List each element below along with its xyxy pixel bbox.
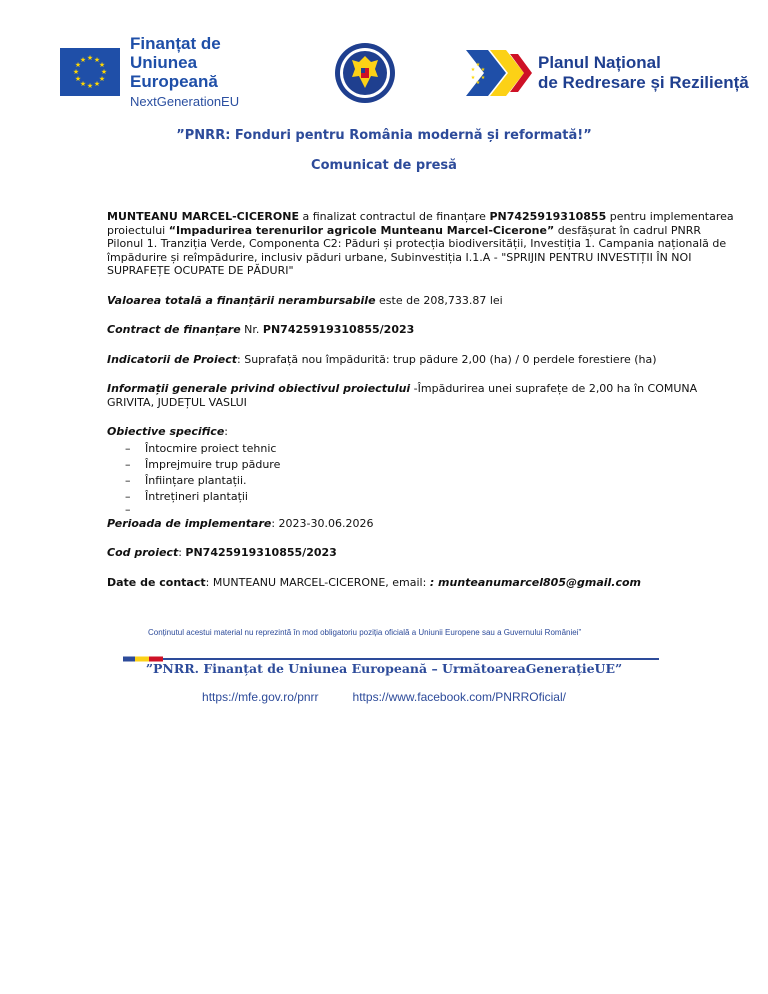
objective-text: Împrejmuire trup pădure — [145, 457, 281, 471]
contract-text: Nr. — [240, 323, 263, 336]
pnrr-logo-line2: de Redresare și Reziliență — [538, 73, 749, 92]
implementation-period — [107, 517, 737, 531]
indicators-label: Indicatorii de Proiect — [107, 352, 238, 366]
general-info-text: -Împădurirea unei suprafețe de 2,00 ha în COMUNA GRIVITA, JUDEȚUL VASLUI — [107, 382, 698, 409]
contract-number: PN7425919310855/2023 — [262, 323, 415, 336]
intro-text-2: pentru implementarea proiectului — [107, 210, 734, 237]
project-code-label: Cod proiect — [107, 546, 179, 559]
footer-slogan: ”PNRR. Finanțat de Uniunea Europeană – UrmătoareaGenerațieUE” — [145, 661, 623, 676]
contact-text: : MUNTEANU MARCEL-CICERONE, email: — [205, 575, 430, 589]
list-item: – Împrejmuire trup pădure — [125, 457, 281, 471]
objective-text: Întrețineri plantații — [145, 489, 248, 503]
svg-text:★: ★ — [470, 75, 476, 81]
svg-text:★: ★ — [72, 68, 80, 76]
facebook-link[interactable]: https://www.facebook.com/PNRROficial/ — [352, 690, 566, 704]
contract-code: PN7425919310855 — [489, 210, 607, 223]
intro-text-3: desfășurat în cadrul PNRR Pilonul 1. Tranziția Verde, Componenta C2: Păduri și protecția biodiversității, Investiția 1. Campania națională de împădurire și reîmpădurire, inclusiv păduri urbane, Subinvestiția I.1.A - "SPRIJIN PENTRU INVESTIȚII ÎN NOI SUPRAFEȚE OCUPATE DE PĂDURI" — [107, 223, 727, 277]
disclaimer-text: Conținutul acestui material nu reprezintă în mod obligatoriu poziția oficială a Uniunii Europene sau a Guvernului României” — [148, 628, 582, 637]
pnrr-mark-icon — [466, 50, 532, 96]
funding-value-text: este de 208,733.87 lei — [375, 293, 503, 307]
page-title: ”PNRR: Fonduri pentru România modernă și reformată!” — [176, 128, 592, 143]
beneficiary-name: MUNTEANU MARCEL-CICERONE — [107, 210, 299, 223]
project-code — [107, 546, 737, 560]
project-code-value: PN7425919310855/2023 — [185, 546, 337, 559]
svg-text:★: ★ — [480, 67, 486, 73]
project-name: “Impadurirea terenurilor agricole Munteanu Marcel-Cicerone” — [168, 223, 555, 237]
romanian-government-seal-icon — [334, 42, 396, 104]
svg-text:★: ★ — [74, 75, 82, 83]
svg-text:★: ★ — [475, 80, 481, 86]
svg-text:★: ★ — [480, 75, 486, 81]
svg-text:★: ★ — [475, 62, 481, 68]
objective-text: Înființare plantații. — [145, 473, 247, 487]
indicators-text: : Suprafață nou împădurită: trup pădure 2,00 (ha) / 0 perdele forestiere (ha) — [237, 352, 657, 366]
objectives-list — [107, 441, 737, 515]
intro-text-1: a finalizat contractul de finanțare — [298, 210, 490, 223]
eu-funding-logo — [60, 34, 280, 109]
project-indicators — [107, 353, 737, 367]
footer-divider — [123, 647, 659, 653]
press-release-body — [107, 210, 737, 605]
contract-info — [107, 323, 737, 337]
contact-info — [107, 576, 737, 590]
funding-value — [107, 294, 737, 308]
svg-text:★: ★ — [74, 61, 82, 69]
pnrr-logo-line1: Planul Național — [538, 53, 661, 72]
footer-links — [0, 690, 768, 704]
general-info — [107, 382, 737, 409]
list-item: – Înființare plantații. — [125, 473, 247, 487]
period-label: Perioada de implementare — [107, 516, 272, 530]
svg-text:★: ★ — [86, 54, 94, 62]
svg-text:★: ★ — [79, 56, 87, 64]
period-text: : 2023-30.06.2026 — [271, 516, 374, 530]
objectives-suffix: : — [224, 425, 228, 438]
eu-flag-icon — [60, 48, 120, 96]
page-subtitle: Comunicat de presă — [311, 158, 457, 173]
contact-label: Date de contact — [107, 575, 206, 589]
svg-text:★: ★ — [93, 80, 101, 88]
eu-logo-line3: NextGenerationEU — [130, 94, 240, 109]
objectives-label: Obiective specifice — [107, 425, 225, 438]
contract-label: Contract de finanțare — [107, 323, 241, 336]
objective-text: Întocmire proiect tehnic — [145, 441, 277, 455]
project-code-sep: : — [178, 546, 186, 559]
list-item: – Întrețineri plantații — [125, 489, 248, 503]
contact-email[interactable]: : munteanumarcel805@gmail.com — [429, 575, 642, 589]
eu-logo-line1: Finanțat de — [130, 34, 221, 53]
specific-objectives — [107, 425, 737, 515]
mfe-link[interactable]: https://mfe.gov.ro/pnrr — [202, 690, 319, 704]
svg-text:★: ★ — [79, 80, 87, 88]
svg-text:★: ★ — [100, 68, 108, 76]
eu-logo-line2: Uniunea Europeană — [130, 53, 218, 91]
general-info-label: Informații generale privind obiectivul proiectului — [107, 382, 411, 395]
list-item: – Întocmire proiect tehnic — [125, 441, 277, 455]
intro-paragraph — [107, 210, 737, 278]
funding-value-label: Valoarea totală a finanțării nerambursabile — [107, 293, 376, 307]
svg-text:★: ★ — [98, 61, 106, 69]
svg-text:★: ★ — [86, 82, 94, 90]
list-item: – — [125, 502, 131, 516]
svg-text:★: ★ — [93, 56, 101, 64]
pnrr-logo — [466, 48, 756, 98]
svg-text:★: ★ — [470, 67, 476, 73]
svg-text:★: ★ — [98, 75, 106, 83]
